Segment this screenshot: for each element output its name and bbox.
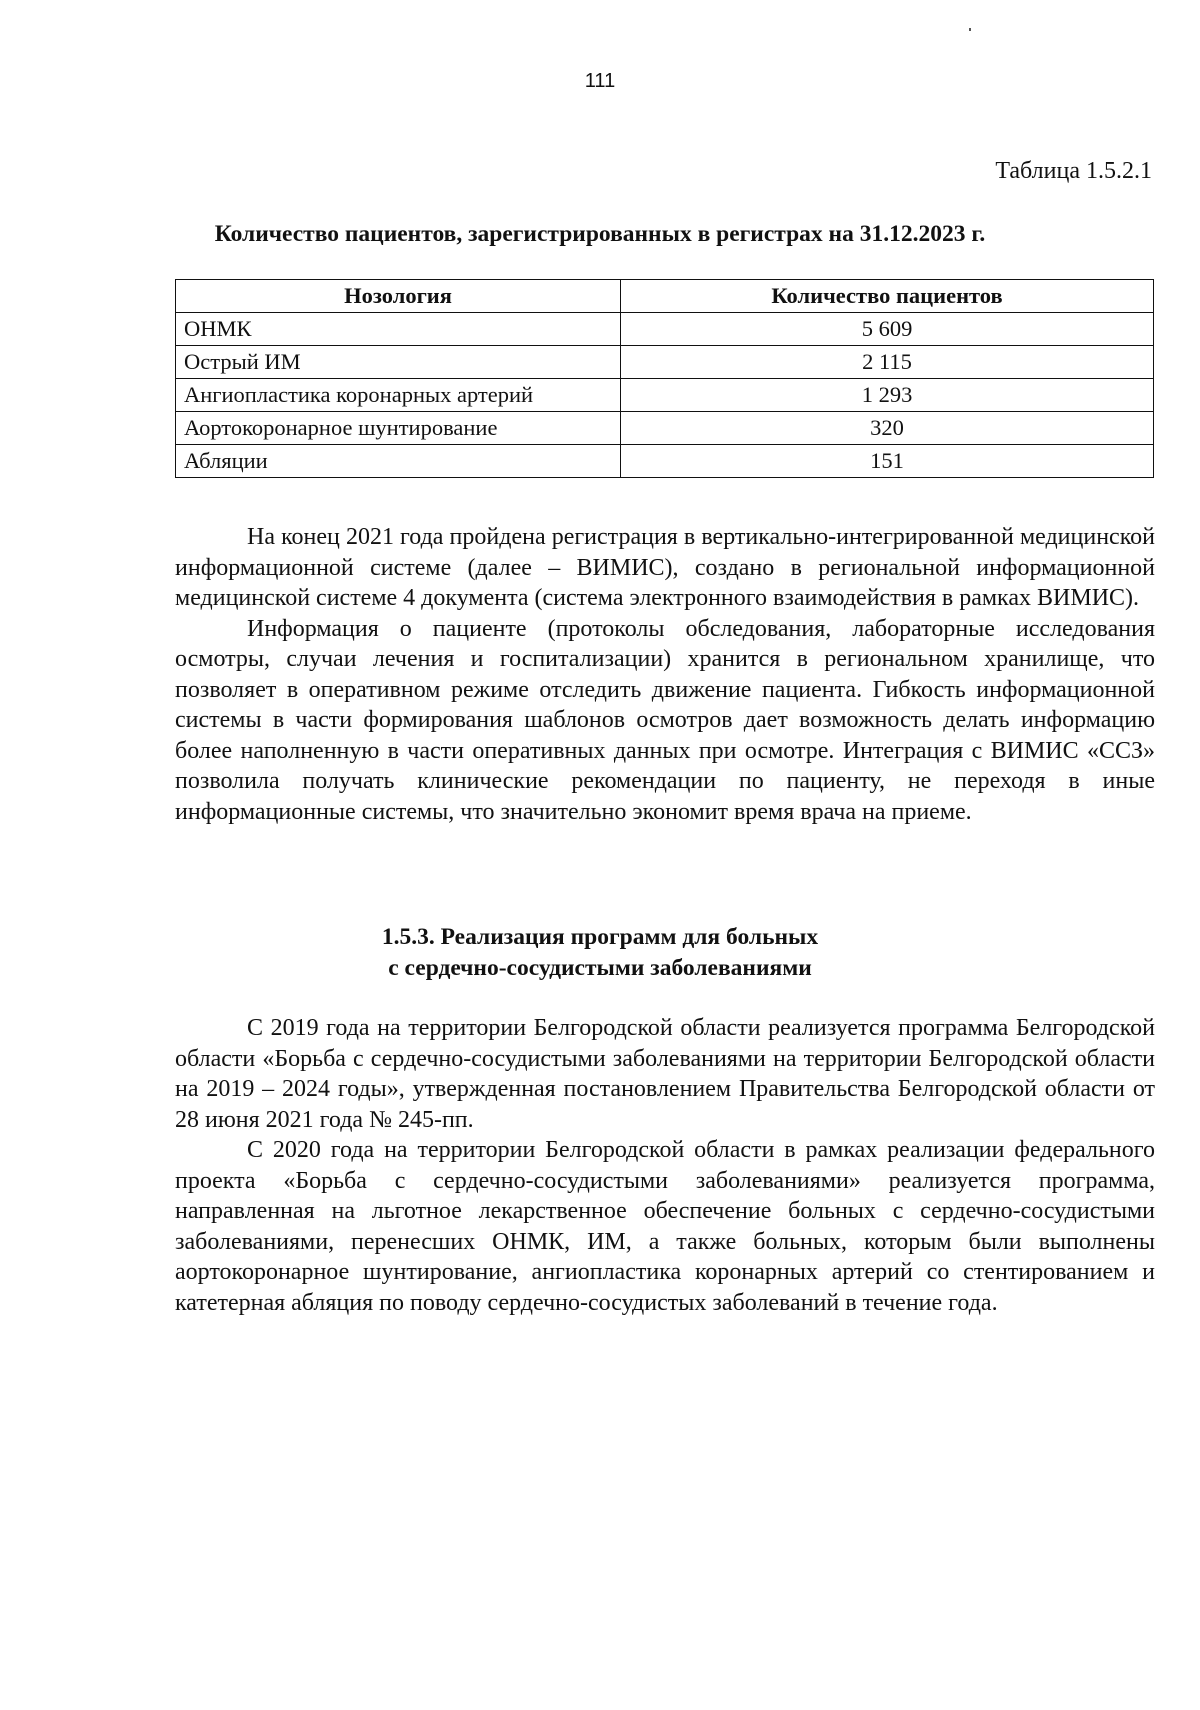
row-nosology: Аортокоронарное шунтирование [176, 412, 621, 445]
patients-table [175, 279, 1154, 478]
row-count: 1 293 [621, 379, 1154, 412]
section-heading-line-1: 1.5.3. Реализация программ для больных [381, 924, 819, 950]
row-nosology: Ангиопластика коронарных артерий [176, 379, 621, 412]
table-row [176, 346, 1154, 379]
paragraph-program-2019: С 2019 года на территории Белгородской области реализуется программа Белгородской области «Борьба с сердечно-сосудистыми заболеваниями на территории Белгородской области на 2019 – 2024 годы», утвержденная постановлением Правительства Белгородской области от 28 июня 2021 года № 245-пп. [175, 1015, 1155, 1133]
header-patient-count: Количество пациентов [621, 280, 1154, 313]
body-text-block-1 [175, 522, 1155, 827]
row-nosology: Абляции [176, 445, 621, 478]
table-row [176, 379, 1154, 412]
paragraph-patient-information: Информация о пациенте (протоколы обследования, лабораторные исследования осмотры, случаи лечения и госпитализации) хранится в региональном хранилище, что позволяет в оперативном режиме отследить движение пациента. Гибкость информационной системы в части формирования шаблонов осмотров дает возможность делать информацию более наполненную в части оперативных данных при осмотре. Интеграция с ВИМИС «ССЗ» позволила получать клинические рекомендации по пациенту, не переходя в иные информационные системы, что значительно экономит время врача на приеме. [175, 615, 1155, 825]
row-count: 320 [621, 412, 1154, 445]
section-heading-line-2: с сердечно-сосудистыми заболеваниями [388, 955, 812, 981]
table-label: Таблица 1.5.2.1 [995, 158, 1152, 184]
header-nosology: Нозология [176, 280, 621, 313]
table-row [176, 445, 1154, 478]
table-row [176, 313, 1154, 346]
row-nosology: Острый ИМ [176, 346, 621, 379]
row-nosology: ОНМК [176, 313, 621, 346]
table-row [176, 412, 1154, 445]
table-title: Количество пациентов, зарегистрированных в регистрах на 31.12.2023 г. [214, 221, 986, 247]
table-header-row [176, 280, 1154, 313]
scan-speck [969, 28, 971, 31]
paragraph-program-2020: С 2020 года на территории Белгородской области в рамках реализации федерального проекта «Борьба с сердечно-сосудистыми заболеваниями» реализуется программа, направленная на льготное лекарственное обеспечение больных с сердечно-сосудистыми заболеваниями, перенесших ОНМК, ИМ, а также больных, которым были выполнены аортокоронарное шунтирование, ангиопластика коронарных артерий со стентированием и катетерная абляция по поводу сердечно-сосудистых заболеваний в течение года. [175, 1137, 1155, 1316]
row-count: 5 609 [621, 313, 1154, 346]
paragraph-vimis-registration: На конец 2021 года пройдена регистрация в вертикально-интегрированной медицинской информационной системе (далее – ВИМИС), создано в региональной информационной медицинской системе 4 документа (система электронного взаимодействия в рамках ВИМИС). [175, 524, 1155, 611]
body-text-block-2 [175, 1013, 1155, 1318]
section-heading [0, 922, 1200, 984]
page-number: 111 [584, 70, 616, 92]
row-count: 151 [621, 445, 1154, 478]
row-count: 2 115 [621, 346, 1154, 379]
